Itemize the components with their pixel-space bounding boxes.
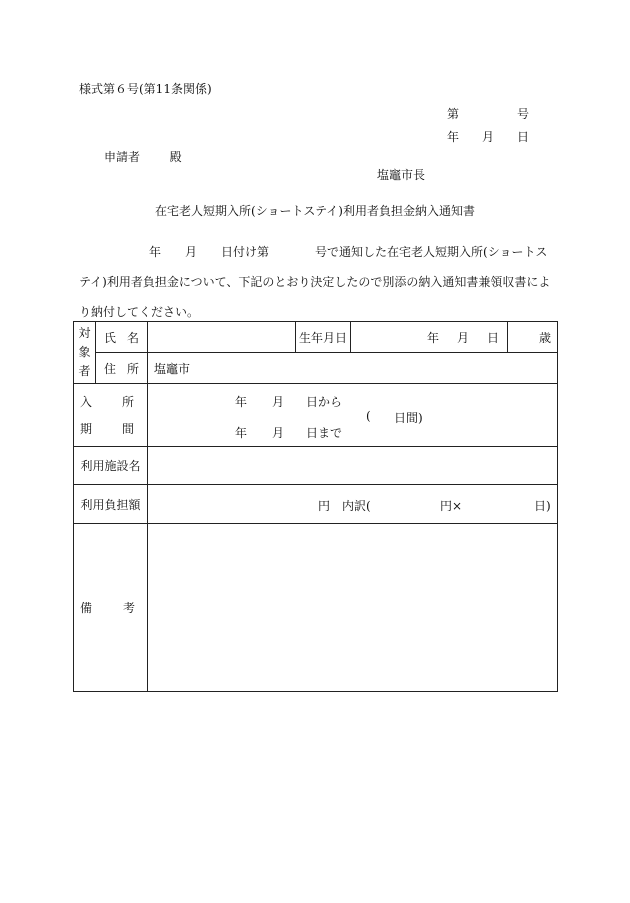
body-part-1: 年 月 日付け第 bbox=[149, 245, 270, 259]
charge-label: 利用負担額 bbox=[74, 485, 148, 524]
name-label: 氏 名 bbox=[96, 322, 148, 353]
facility-field[interactable] bbox=[148, 447, 558, 485]
address-label: 住 所 bbox=[96, 353, 148, 384]
address-field[interactable]: 塩竈市 bbox=[148, 353, 558, 384]
period-label: 入 所 期 間 bbox=[74, 384, 148, 447]
doc-number-suffix: 号 bbox=[517, 107, 530, 121]
addressee-label: 申請者 bbox=[104, 150, 141, 164]
period-field[interactable]: 年 月 日から 年 月 日まで ( 日間) bbox=[148, 384, 558, 447]
body-paragraph bbox=[79, 237, 559, 327]
notice-table bbox=[73, 321, 558, 692]
body-part-2: 号で通知した在宅老人短期入所(ショートステイ)利用者負担金について、下記のとおり決定したので別添の納入通知書兼領収書により納付してください。 bbox=[79, 245, 551, 319]
issue-month: 月 bbox=[482, 130, 495, 144]
birth-label: 生年月日 bbox=[296, 322, 351, 353]
addressee-honorific: 殿 bbox=[169, 150, 182, 164]
addressee bbox=[104, 148, 182, 165]
charge-field[interactable]: 円 内訳( 円× 日) bbox=[148, 485, 558, 524]
notes-label: 備 考 bbox=[74, 524, 148, 692]
subject-label: 対 象 者 bbox=[74, 322, 96, 384]
doc-number-prefix: 第 bbox=[447, 107, 460, 121]
issuer: 塩竈市長 bbox=[377, 168, 426, 182]
issue-day: 日 bbox=[517, 130, 530, 144]
notes-field[interactable] bbox=[148, 524, 558, 692]
birth-field[interactable]: 年 月 日 bbox=[351, 322, 508, 353]
name-field[interactable] bbox=[148, 322, 296, 353]
form-number-label: 様式第６号(第11条関係) bbox=[79, 82, 212, 96]
issue-year: 年 bbox=[447, 130, 460, 144]
age-field[interactable]: 歳 bbox=[508, 322, 558, 353]
facility-label: 利用施設名 bbox=[74, 447, 148, 485]
document-title: 在宅老人短期入所(ショートステイ)利用者負担金納入通知書 bbox=[155, 204, 475, 218]
